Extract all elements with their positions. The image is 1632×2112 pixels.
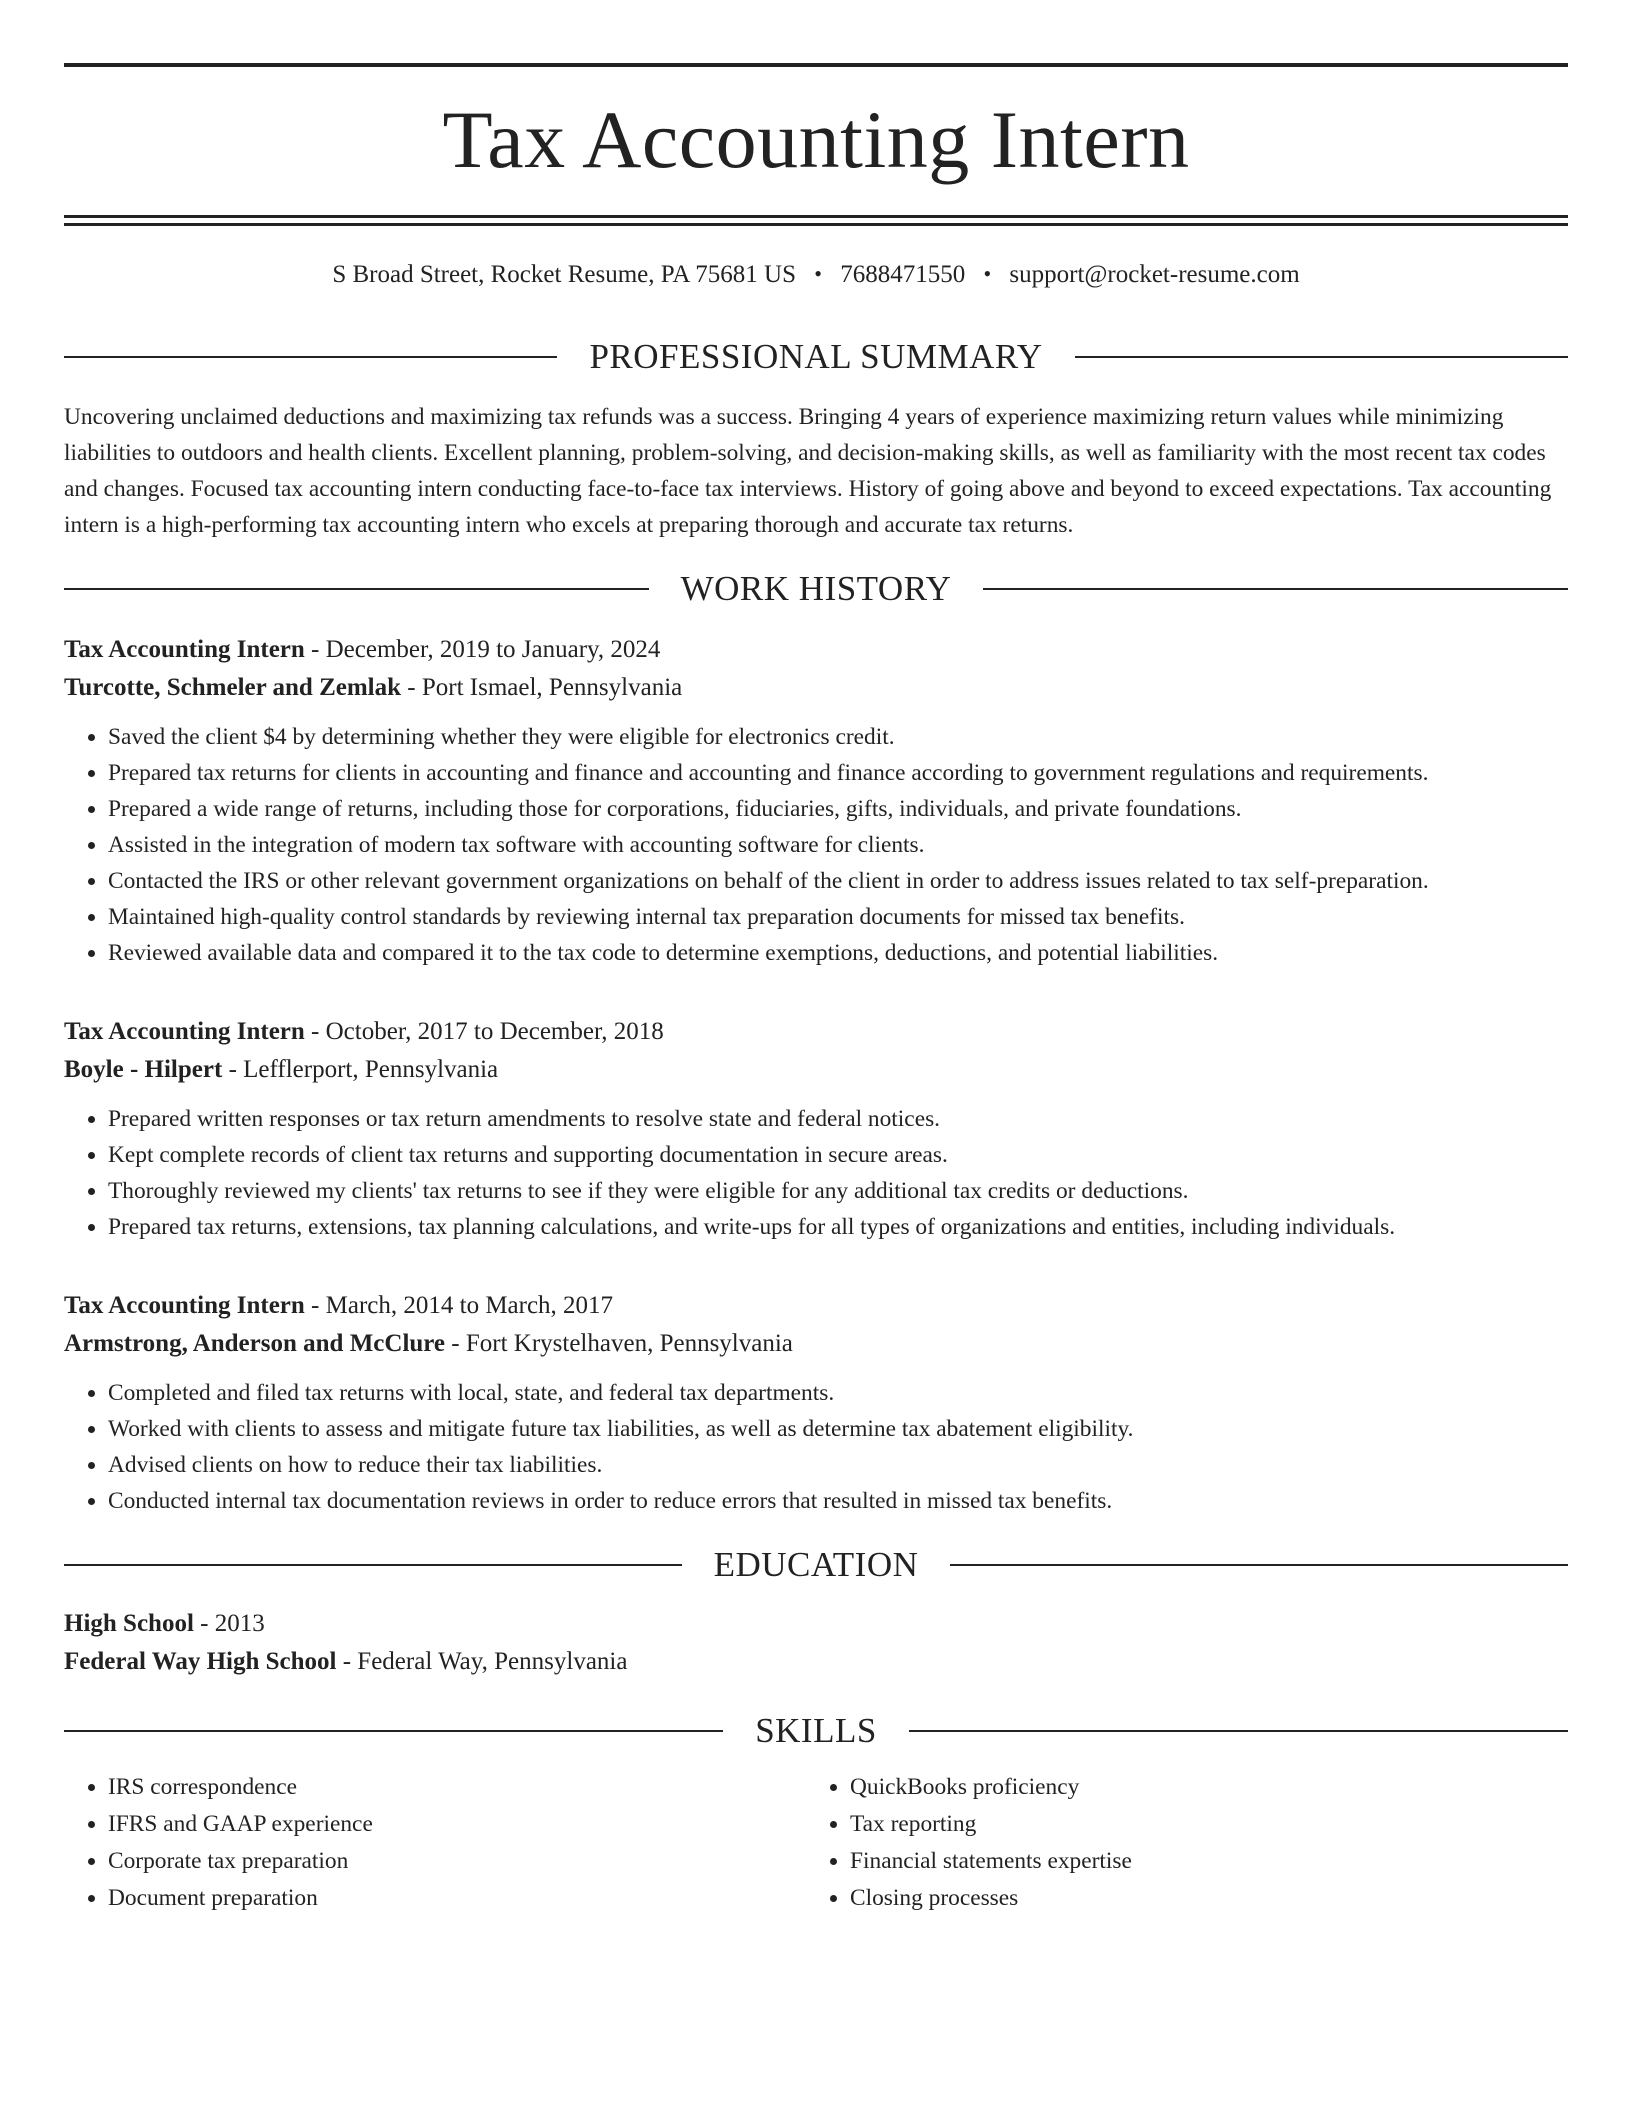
job-bullets: [64, 719, 1568, 971]
job-entry: [64, 631, 1568, 971]
job-company-line: [64, 1325, 1568, 1363]
job-bullets: [64, 1375, 1568, 1519]
list-item: • Prepared a wide range of returns, including those for corporations, fiduciaries, gifts, individuals, and private foundations.: [108, 791, 1568, 827]
list-item: • Completed and filed tax returns with local, state, and federal tax departments.: [108, 1375, 1568, 1411]
job-company: Armstrong, Anderson and McClure: [64, 1330, 446, 1357]
section-rule: [1075, 356, 1568, 358]
list-item: • Advised clients on how to reduce their tax liabilities.: [108, 1447, 1568, 1483]
list-item: • Worked with clients to assess and mitigate future tax liabilities, as well as determine tax abatement eligibility.: [108, 1411, 1568, 1447]
job-company-line: [64, 669, 1568, 707]
job-company: Boyle - Hilpert: [64, 1056, 223, 1083]
education-degree-line: [64, 1605, 1568, 1643]
education-school: Federal Way High School: [64, 1648, 337, 1675]
job-title: Tax Accounting Intern: [64, 1292, 305, 1319]
section-header-summary: [64, 337, 1568, 377]
list-item: • Assisted in the integration of modern tax software with accounting software for clients.: [108, 827, 1568, 863]
section-header-work: [64, 569, 1568, 609]
resume-page: [64, 0, 1568, 1917]
list-item: • Contacted the IRS or other relevant government organizations on behalf of the client in order to address issues related to tax self-preparation.: [108, 863, 1568, 899]
list-item: • Maintained high-quality control standards by reviewing internal tax preparation documents for missed tax benefits.: [108, 899, 1568, 935]
education-school-line: [64, 1643, 1568, 1681]
work-history-list: [64, 631, 1568, 1519]
section-title: EDUCATION: [713, 1545, 919, 1584]
skill-item: • Document preparation: [108, 1880, 806, 1917]
skill-item: • Tax reporting: [850, 1806, 1548, 1843]
skill-item: • IRS correspondence: [108, 1769, 806, 1806]
section-title: PROFESSIONAL SUMMARY: [589, 337, 1043, 376]
section-rule: [909, 1730, 1568, 1732]
education-location: - Federal Way, Pennsylvania: [336, 1648, 628, 1675]
skills-column-left: [64, 1769, 806, 1917]
section-title: SKILLS: [755, 1711, 877, 1750]
skill-item: • Closing processes: [850, 1880, 1548, 1917]
contact-phone: 7688471550: [840, 261, 966, 288]
job-dates: - October, 2017 to December, 2018: [304, 1018, 664, 1045]
education-entry: [64, 1605, 1568, 1681]
job-dates: - December, 2019 to January, 2024: [304, 636, 661, 663]
section-rule: [64, 1730, 723, 1732]
education-year: - 2013: [193, 1610, 265, 1637]
job-location: - Fort Krystelhaven, Pennsylvania: [445, 1330, 793, 1357]
job-entry: [64, 1287, 1568, 1519]
job-bullets: [64, 1101, 1568, 1245]
list-item: • Kept complete records of client tax returns and supporting documentation in secure areas.: [108, 1137, 1568, 1173]
skills-list: [64, 1769, 1568, 1917]
section-rule: [64, 588, 649, 590]
job-company: Turcotte, Schmeler and Zemlak: [64, 674, 402, 701]
section-header-skills: [64, 1711, 1568, 1751]
contact-separator: •: [814, 261, 822, 286]
section-header-education: [64, 1545, 1568, 1585]
contact-email: support@rocket-resume.com: [1009, 261, 1300, 288]
list-item: • Thoroughly reviewed my clients' tax returns to see if they were eligible for any additional tax credits or deductions.: [108, 1173, 1568, 1209]
job-title-line: [64, 631, 1568, 669]
job-title: Tax Accounting Intern: [64, 636, 305, 663]
skills-column-right: [806, 1769, 1548, 1917]
skill-item: • IFRS and GAAP experience: [108, 1806, 806, 1843]
list-item: • Saved the client $4 by determining whether they were eligible for electronics credit.: [108, 719, 1568, 755]
summary-text: Uncovering unclaimed deductions and maximizing tax refunds was a success. Bringing 4 years of experience maximizing return values while minimizing liabilities to outdoors and health clients. Excellent planning, problem-solving, and decision-making skills, as well as familiarity with the most recent tax codes and changes. Focused tax accounting intern conducting face-to-face tax interviews. History of going above and beyond to exceed expectations. Tax accounting intern is a high-performing tax accounting intern who excels at preparing thorough and accurate tax returns.: [64, 404, 1552, 538]
job-title-line: [64, 1287, 1568, 1325]
job-location: - Port Ismael, Pennsylvania: [401, 674, 683, 701]
list-item: • Prepared tax returns, extensions, tax planning calculations, and write-ups for all types of organizations and entities, including individuals.: [108, 1209, 1568, 1245]
contact-separator: •: [983, 261, 992, 286]
list-item: • Conducted internal tax documentation reviews in order to reduce errors that resulted in missed tax benefits.: [108, 1483, 1568, 1519]
list-item: • Prepared tax returns for clients in accounting and finance and accounting and finance according to government regulations and requirements.: [108, 755, 1568, 791]
skill-item: • Corporate tax preparation: [108, 1843, 806, 1880]
list-item: • Reviewed available data and compared it to the tax code to determine exemptions, deductions, and potential liabilities.: [108, 935, 1568, 971]
job-entry: [64, 1013, 1568, 1245]
job-title-line: [64, 1013, 1568, 1051]
education-degree: High School: [64, 1610, 194, 1637]
section-rule: [950, 1564, 1568, 1566]
job-location: - Lefflerport, Pennsylvania: [222, 1056, 499, 1083]
section-rule: [64, 356, 557, 358]
list-item: • Prepared written responses or tax return amendments to resolve state and federal notices.: [108, 1101, 1568, 1137]
job-company-line: [64, 1051, 1568, 1089]
skill-item: • Financial statements expertise: [850, 1843, 1548, 1880]
title-double-rule: [64, 215, 1568, 226]
job-dates: - March, 2014 to March, 2017: [304, 1292, 614, 1319]
job-title: Tax Accounting Intern: [64, 1018, 305, 1045]
section-rule: [64, 1564, 682, 1566]
contact-line: [64, 262, 1568, 287]
contact-address: S Broad Street, Rocket Resume, PA 75681 US: [332, 261, 796, 288]
skill-item: • QuickBooks proficiency: [850, 1769, 1548, 1806]
section-rule: [983, 588, 1568, 590]
section-title: WORK HISTORY: [680, 569, 952, 608]
resume-title: Tax Accounting Intern: [442, 94, 1190, 185]
